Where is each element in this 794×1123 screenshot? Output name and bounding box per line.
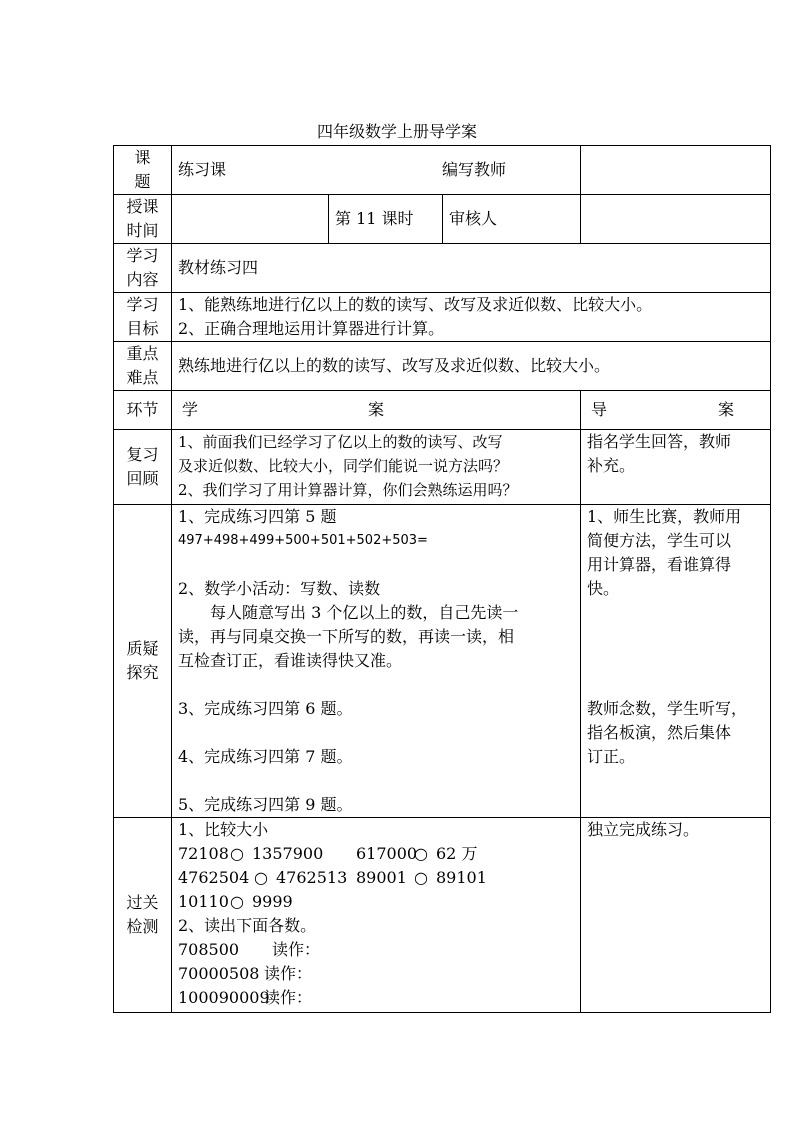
review-study: 1、前面我们已经学习了亿以上的数的读写、改写 及求近似数、比较大小，同学们能说一说方法吗？ 2、我们学习了用计算器计算，你们会熟练运用吗？ [172, 430, 581, 505]
label-inquiry: 质疑 探究 [114, 505, 172, 818]
inquiry-study: 1、完成练习四第 5 题 497+498+499+500+501+502+503= 2、数学小活动：写数、读数 每人随意写出 3 个亿以上的数，自己先读一 读，再与同桌交换一下所写的数，再读一读，相 互检查订正，看谁读得快又准。 3、完成练习四第 6 题。 4、完成练习四第 7 题。 5、完成练习四第 9 题。 [172, 505, 581, 818]
compare-line-3: 10110○ 9999 [178, 890, 574, 914]
label-goals: 学习 目标 [114, 293, 172, 342]
goals-value: 1、能熟练地进行亿以上的数的读写、改写及求近似数、比较大小。 2、正确合理地运用计算器进行计算。 [172, 293, 771, 342]
lesson-number: 第 11 课时 [329, 195, 443, 244]
row-review [114, 430, 771, 505]
row-lesson-time [114, 195, 771, 244]
check-item-2: 2、读出下面各数。 [178, 916, 317, 935]
compare-line-2: 4762504 ○ 4762513 89001 ○ 89101 [178, 866, 574, 890]
label-check: 过关 检测 [114, 818, 172, 1013]
inquiry-item-3: 3、完成练习四第 6 题。 [178, 699, 353, 718]
label-topic: 课 题 [114, 146, 172, 195]
compare-line-1: 72108○ 1357900 617000○ 62 万 [178, 842, 574, 866]
inquiry-item-5: 5、完成练习四第 9 题。 [178, 795, 353, 814]
label-review: 复习 回顾 [114, 430, 172, 505]
reviewer-value [581, 195, 771, 244]
row-section-header [114, 391, 771, 430]
row-lesson-topic [114, 146, 771, 195]
key-points-value: 熟练地进行亿以上的数的读写、改写及求近似数、比较大小。 [172, 342, 771, 391]
document-title: 四年级数学上册导学案 [316, 122, 477, 141]
header-study-plan: 学 案 [172, 391, 581, 430]
check-guide: 独立完成练习。 [581, 818, 771, 1013]
label-time: 授课 时间 [114, 195, 172, 244]
label-section: 环节 [114, 391, 172, 430]
compare-circle-5[interactable]: ○ [230, 892, 244, 911]
compare-circle-1[interactable]: ○ [230, 844, 244, 863]
row-key-points [114, 342, 771, 391]
read-line-1: 708500 读作： [178, 940, 321, 959]
inquiry-guide: 1、师生比赛，教师用 简便方法，学生可以 用计算器，看谁算得 快。 教师念数，学生听写， 指名板演，然后集体 订正。 [581, 505, 771, 818]
header-guide-plan: 导 案 [581, 391, 771, 430]
label-content: 学习 内容 [114, 244, 172, 293]
row-learning-goals [114, 293, 771, 342]
row-check [114, 818, 771, 1013]
row-learning-content [114, 244, 771, 293]
compare-circle-2[interactable]: ○ [414, 844, 428, 863]
editor-teacher-value [581, 146, 771, 195]
label-key-points: 重点 难点 [114, 342, 172, 391]
editor-teacher-label: 编写教师 [442, 160, 507, 179]
check-study [172, 818, 581, 1013]
check-item-1: 1、比较大小 [178, 820, 269, 839]
inquiry-item-2: 2、数学小活动：写数、读数 [178, 579, 381, 598]
inquiry-formula: 497+498+499+500+501+502+503= [178, 533, 428, 548]
lesson-plan-table [113, 145, 771, 1013]
reviewer-label: 审核人 [443, 195, 581, 244]
inquiry-item-4: 4、完成练习四第 7 题。 [178, 747, 353, 766]
compare-circle-3[interactable]: ○ [254, 868, 268, 887]
read-line-3: 100090009读作： [178, 988, 313, 1007]
read-line-2: 70000508 读作： [178, 964, 313, 983]
content-value: 教材练习四 [172, 244, 771, 293]
time-value [172, 195, 329, 244]
row-inquiry [114, 505, 771, 818]
inquiry-item-1: 1、完成练习四第 5 题 [178, 507, 337, 526]
review-guide: 指名学生回答，教师 补充。 [581, 430, 771, 505]
topic-value: 练习课 编写教师 [172, 146, 581, 195]
compare-circle-4[interactable]: ○ [414, 868, 428, 887]
